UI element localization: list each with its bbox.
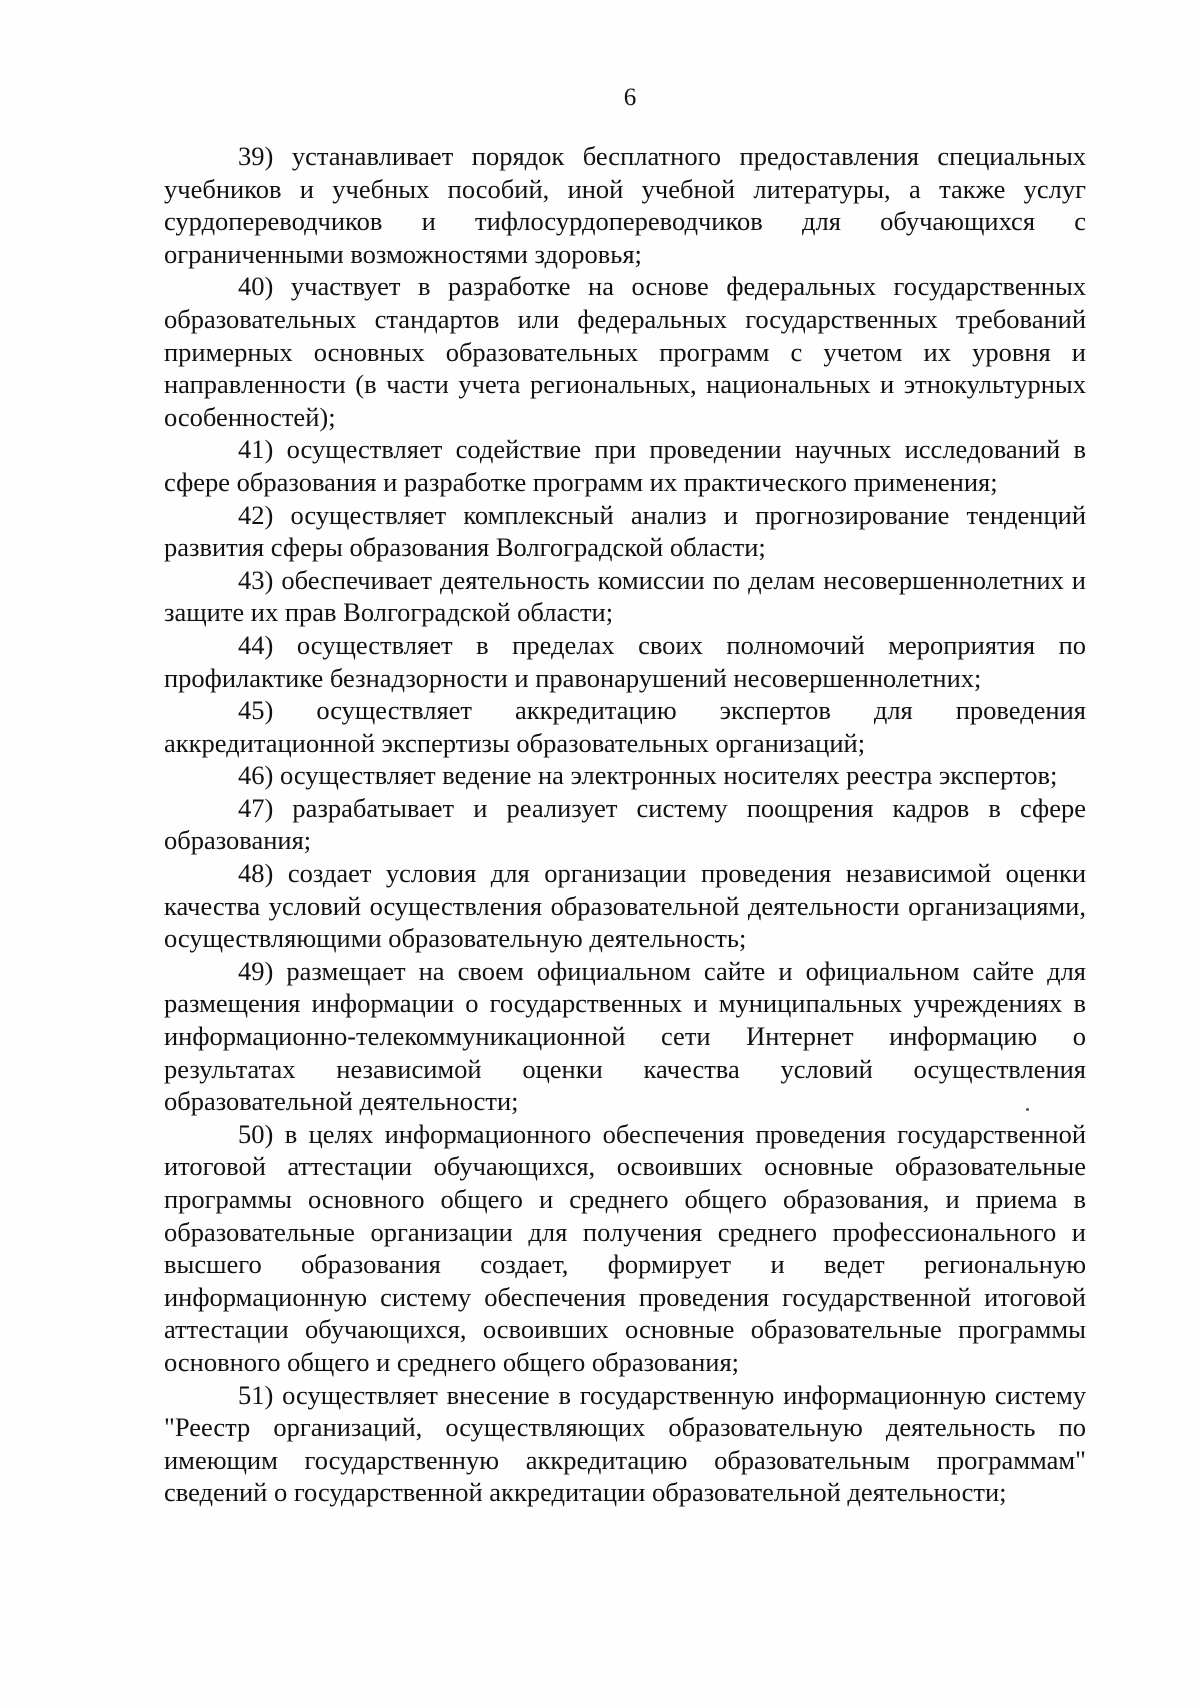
- list-item-42: 42) осуществляет комплексный анализ и прогнозирование тенденций развития сферы образования Волгоградской области;: [164, 499, 1086, 563]
- list-item-39: 39) устанавливает порядок бесплатного предоставления специальных учебников и учебных пособий, иной учебной литературы, а также услуг сурдопереводчиков и тифлосурдопереводчиков для обучающихся с ограниченными возможностями здоровья;: [164, 141, 1086, 269]
- document-body: [164, 140, 1086, 1509]
- list-item-48: 48) создает условия для организации проведения независимой оценки качества условий осуществления образовательной деятельности организациями, осуществляющими образовательную деятельность;: [164, 858, 1086, 954]
- list-item-44: 44) осуществляет в пределах своих полномочий мероприятия по профилактике безнадзорности и правонарушений несовершеннолетних;: [164, 629, 1086, 693]
- list-item-43: 43) обеспечивает деятельность комиссии по делам несовершеннолетних и защите их прав Волгоградской области;: [164, 564, 1086, 628]
- list-item-51: 51) осуществляет внесение в государственную информационную систему "Реестр организаций, осуществляющих образовательную деятельность по имеющим государственную аккредитацию образовательным программам" сведений о государственной аккредитации образовательной деятельности;: [164, 1379, 1086, 1508]
- page-number: 6: [623, 84, 637, 111]
- list-item-50: 50) в целях информационного обеспечения проведения государственной итоговой аттестации обучающихся, освоивших основные образовательные программы основного общего и среднего общего образования, и приема в образовательные организации для получения среднего профессионального и высшего образования создает, формирует и ведет региональную информационную систему обеспечения проведения государственной итоговой аттестации обучающихся, освоивших основные образовательные программы основного общего и среднего общего образования;: [164, 1118, 1086, 1377]
- list-item-46: 46) осуществляет ведение на электронных носителях реестра экспертов;: [238, 760, 1058, 791]
- list-item-45: 45) осуществляет аккредитацию экспертов для проведения аккредитационной экспертизы образовательных организаций;: [164, 695, 1086, 758]
- list-item-47: 47) разрабатывает и реализует систему поощрения кадров в сфере образования;: [164, 792, 1086, 856]
- list-item-41: 41) осуществляет содействие при проведении научных исследований в сфере образования и разработке программ их практического применения;: [164, 434, 1086, 497]
- list-item-40: 40) участвует в разработке на основе федеральных государственных образовательных стандартов или федеральных государственных требований примерных основных образовательных программ с учетом их уровня и направленности (в части учета региональных, национальных и этнокультурных особенностей);: [164, 271, 1086, 432]
- list-item-49: 49) размещает на своем официальном сайте и официальном сайте для размещения информации о государственных и муниципальных учреждениях в информационно-телекоммуникационной сети Интернет информацию о результатах независимой оценки качества условий осуществления образовательной деятельности;: [164, 955, 1086, 1117]
- scan-speck: [1026, 1108, 1029, 1111]
